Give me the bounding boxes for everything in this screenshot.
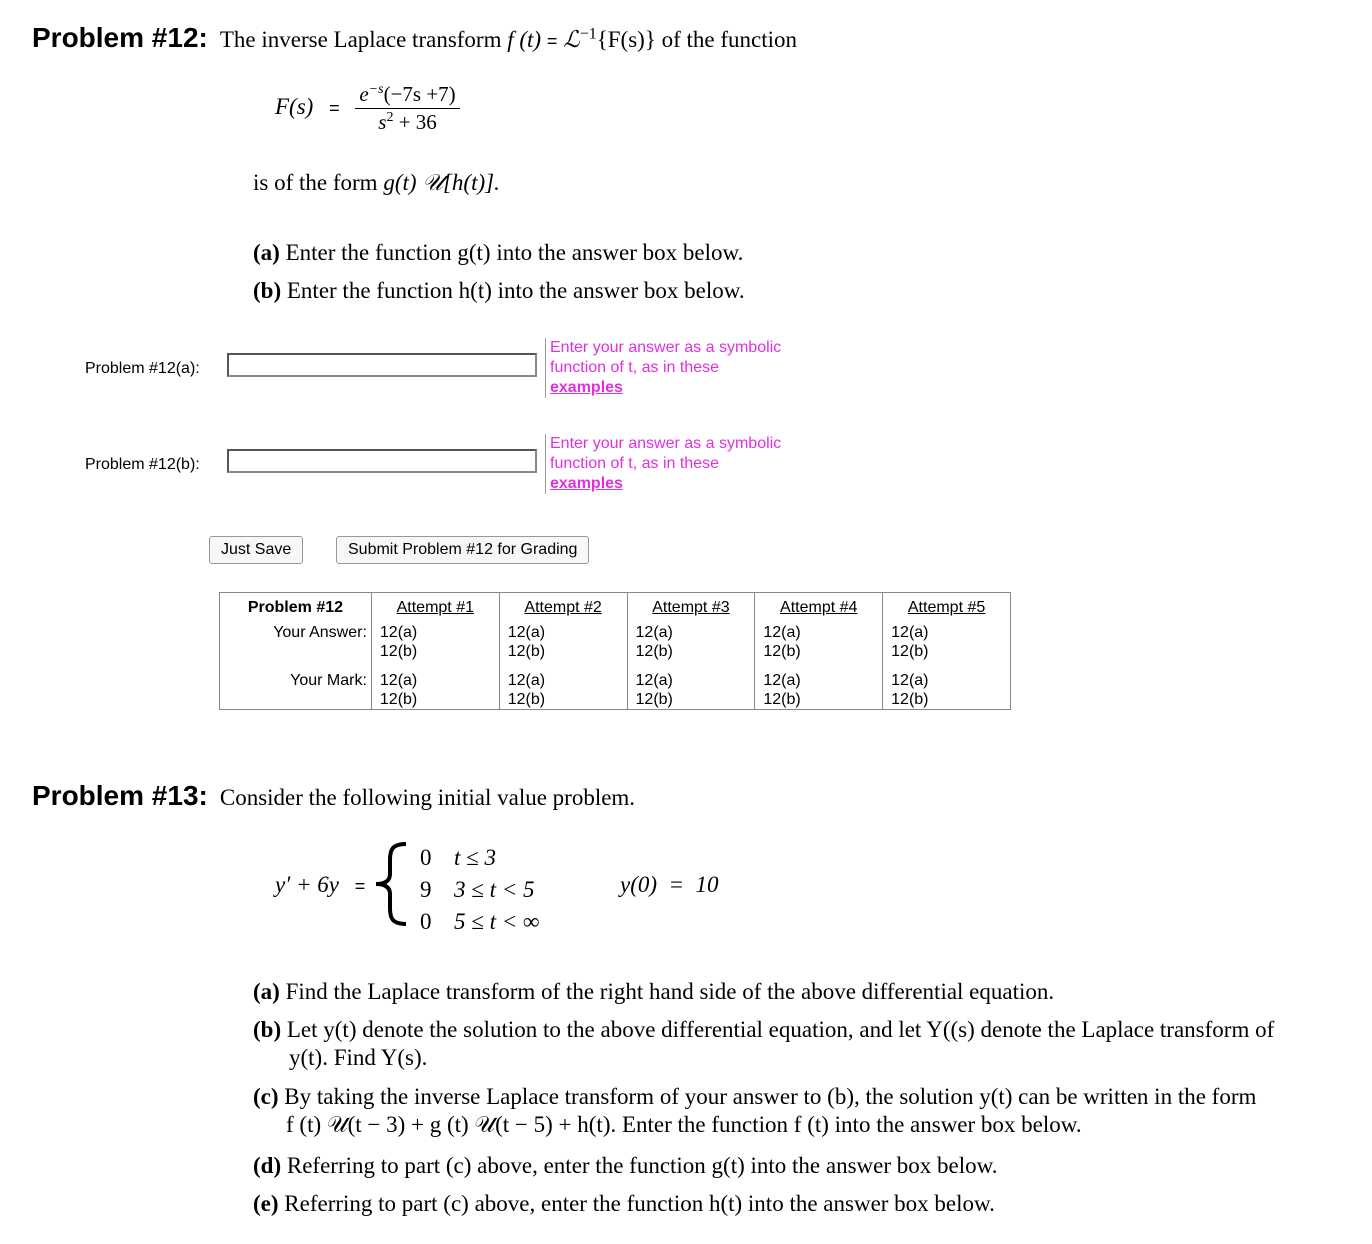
intro-text: The inverse Laplace transform xyxy=(219,27,502,52)
table-cell: 12(a) 12(b) xyxy=(499,671,627,710)
just-save-button[interactable]: Just Save xyxy=(209,536,303,564)
case-row: 0 t ≤ 3 xyxy=(420,845,497,870)
examples-link-a[interactable]: examples xyxy=(550,379,623,396)
Fs-numerator: $e^{-s}(-7s +7)$ xyxy=(355,82,459,109)
p13-part-b: (b) Let y(t) denote the solution to the above differential equation, and let Y((s) denote the Laplace transform of y(t). Find Y(s). xyxy=(253,1017,1275,1070)
attempt-2-link[interactable]: Attempt #2 xyxy=(524,599,602,616)
your-answer-label: Your Answer: xyxy=(273,624,367,641)
Fs-eq: = xyxy=(329,97,340,118)
p12-part-b: (b) Enter the function h(t) into the answer box below. xyxy=(253,278,745,303)
table-cell: 12(a) 12(b) xyxy=(371,623,499,661)
table-cell: 12(a) 12(b) xyxy=(755,671,883,710)
case-row: 0 5 ≤ t < ∞ xyxy=(420,909,540,934)
p13-part-c: (c) By taking the inverse Laplace transform of your answer to (b), the solution y(t) can be written in the form f (t) 𝒰(t − 3) + g (t) 𝒰(t − 5) + h(t). Enter the function f (t) into the answer box below. xyxy=(253,1084,1257,1137)
attempt-5-link[interactable]: Attempt #5 xyxy=(907,599,986,616)
intro-eq: = xyxy=(546,31,558,51)
Fs-lhs: F(s) xyxy=(275,93,314,119)
examples-link-b[interactable]: examples xyxy=(550,475,623,492)
answer-a-hint: Enter your answer as a symbolic function of t, as in these examples xyxy=(545,338,781,398)
table-cell: 12(a) 12(b) xyxy=(499,623,627,661)
left-brace-icon xyxy=(370,840,410,928)
p13-part-e: (e) Referring to part (c) above, enter the function h(t) into the answer box below. xyxy=(253,1191,995,1216)
table-cell: 12(a) 12(b) xyxy=(755,623,883,661)
answer-b-hint: Enter your answer as a symbolic function of t, as in these examples xyxy=(545,434,781,494)
answer-a-input[interactable] xyxy=(227,353,537,377)
table-cell: 12(a) 12(b) xyxy=(883,623,1011,661)
attempt-4-link[interactable]: Attempt #4 xyxy=(780,599,858,616)
attempts-table xyxy=(219,592,1011,710)
p12-part-a: (a) Enter the function g(t) into the answer box below. xyxy=(253,240,744,265)
attempts-problem-header: Problem #12 xyxy=(247,599,344,616)
form-statement: is of the form g(t) 𝒰[h(t)]. xyxy=(253,170,500,195)
your-answer-row xyxy=(220,623,1011,661)
table-cell: 12(a) 12(b) xyxy=(371,671,499,710)
case-row: 9 3 ≤ t < 5 xyxy=(420,877,535,902)
answer-a-label: Problem #12(a): xyxy=(85,360,200,377)
problem-13-title: Problem #13: xyxy=(32,780,208,811)
laplace-symbol: ℒ xyxy=(563,27,580,52)
intro-tail: of the function xyxy=(661,27,798,52)
submit-button[interactable]: Submit Problem #12 for Grading xyxy=(336,536,589,564)
attempt-3-link[interactable]: Attempt #3 xyxy=(652,599,730,616)
intro-ft: f (t) xyxy=(507,27,542,52)
table-cell: 12(a) 12(b) xyxy=(627,671,755,710)
attempts-header-row xyxy=(220,593,1011,624)
Fs-fraction xyxy=(355,82,459,135)
problem-12-title: Problem #12: xyxy=(32,22,208,53)
p13-part-a: (a) Find the Laplace transform of the right hand side of the above differential equation. xyxy=(253,979,1055,1004)
initial-condition: y(0) = 10 xyxy=(620,872,719,897)
problem-12-heading xyxy=(32,22,797,54)
attempt-1-link[interactable]: Attempt #1 xyxy=(396,599,474,616)
table-cell: 12(a) 12(b) xyxy=(627,623,755,661)
problem-12-intro xyxy=(220,27,797,52)
problem-13-intro: Consider the following initial value problem. xyxy=(219,785,636,810)
inverse-superscript: −1 xyxy=(579,25,597,43)
answer-b-input[interactable] xyxy=(227,449,537,473)
ode-lhs: y′ + 6y = xyxy=(275,872,366,897)
your-mark-label: Your Mark: xyxy=(290,672,367,689)
intro-Fs: {F(s)} xyxy=(596,27,656,52)
problem-13-heading xyxy=(32,780,635,812)
p13-part-d: (d) Referring to part (c) above, enter the function g(t) into the answer box below. xyxy=(253,1153,998,1178)
piecewise-cases xyxy=(420,842,539,938)
Fs-denominator: $s^2 + 36$ xyxy=(378,110,437,134)
form-expression: g(t) 𝒰[h(t)]. xyxy=(383,170,500,195)
table-cell: 12(a) 12(b) xyxy=(883,671,1011,710)
Fs-equation xyxy=(275,82,460,135)
answer-b-label: Problem #12(b): xyxy=(85,456,200,473)
your-mark-row xyxy=(220,671,1011,710)
